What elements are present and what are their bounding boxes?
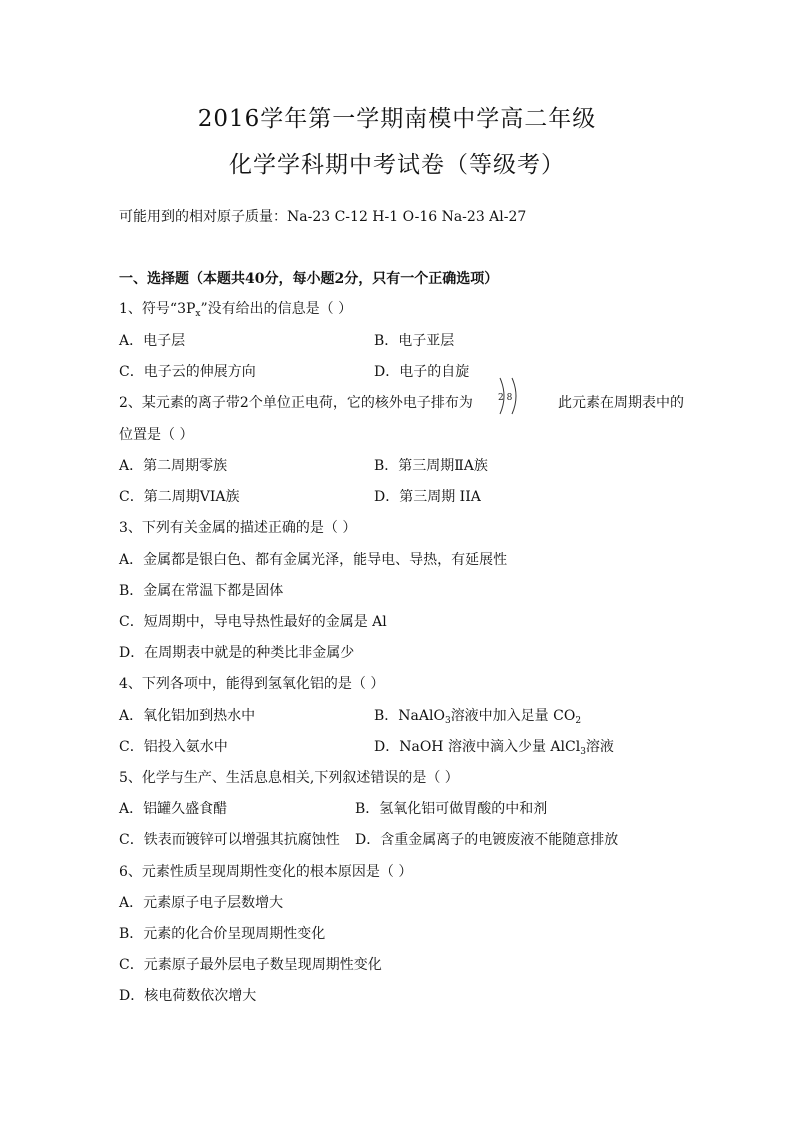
- question-2-stem-b: 此元素在周期表中的: [558, 395, 684, 411]
- question-4-option-a: A．氧化铝加到热水中: [119, 708, 256, 724]
- question-4-option-d: D．NaOH 溶液中滴入少量 AlCl$_3$溶液: [374, 739, 614, 757]
- question-6-stem: 6、元素性质呈现周期性变化的根本原因是（ ）: [119, 864, 413, 880]
- question-5-option-b: B．氢氧化铝可做胃酸的中和剂: [355, 801, 548, 817]
- question-5-option-d: D．含重金属离子的电镀废液不能随意排放: [355, 832, 619, 848]
- question-2-option-a: A．第二周期零族: [119, 458, 228, 474]
- question-1-option-c: C．电子云的伸展方向: [119, 364, 256, 380]
- question-1-option-d: D．电子的自旋: [374, 364, 470, 380]
- question-1-stem: 1、符号“$3P_x$”没有给出的信息是（ ）: [119, 301, 353, 319]
- electron-shell-diagram: [494, 374, 528, 418]
- question-5-stem: 5、化学与生产、生活息息相关,下列叙述错误的是（ ）: [119, 770, 459, 786]
- question-4-option-b: B．NaAlO$_3$溶液中加入足量 $CO_2$: [374, 708, 582, 726]
- question-3-stem: 3、下列有关金属的描述正确的是（ ）: [119, 520, 357, 536]
- question-2-stem-a: 2、某元素的离子带2个单位正电荷，它的核外电子排布为: [119, 395, 473, 411]
- question-4-stem: 4、下列各项中，能得到氢氧化铝的是（ ）: [119, 676, 385, 692]
- atomic-masses: 可能用到的相对原子质量：Na-23 C-12 H-1 O-16 Na-23 Al-27: [119, 209, 527, 225]
- exam-title-line2: 化学学科期中考试卷（等级考）: [229, 152, 565, 178]
- question-5-option-a: A．铝罐久盛食醋: [119, 801, 228, 817]
- question-1-option-a: A．电子层: [119, 333, 186, 349]
- question-6-option-c: C．元素原子最外层电子数呈现周期性变化: [119, 957, 382, 973]
- question-2-stem-c: 位置是（ ）: [119, 427, 194, 443]
- question-2-option-b: B．第三周期ⅡA族: [374, 458, 488, 474]
- question-3-option-d: D．在周期表中就是的种类比非金属少: [119, 645, 355, 661]
- question-6-option-a: A．元素原子电子层数增大: [119, 895, 284, 911]
- question-6-option-b: B．元素的化合价呈现周期性变化: [119, 926, 326, 942]
- question-4-option-c: C．铝投入氨水中: [119, 739, 228, 755]
- question-6-option-d: D．核电荷数依次增大: [119, 988, 257, 1004]
- question-5-option-c: C．铁表而镀锌可以增强其抗腐蚀性: [119, 832, 340, 848]
- electron-shell-label: 2 8: [498, 393, 513, 403]
- question-2-option-c: C．第二周期VIA族: [119, 489, 240, 505]
- question-3-option-a: A．金属都是银白色、都有金属光泽，能导电、导热，有延展性: [119, 552, 508, 568]
- exam-title-line1: 2016学年第一学期南模中学高二年级: [197, 106, 597, 132]
- question-2-option-d: D．第三周期 IIA: [374, 489, 481, 505]
- question-3-option-b: B．金属在常温下都是固体: [119, 583, 284, 599]
- question-3-option-c: C．短周期中，导电导热性最好的金属是 Al: [119, 614, 387, 630]
- question-1-option-b: B．电子亚层: [374, 333, 455, 349]
- section-heading: 一、选择题（本题共40分，每小题2分，只有一个正确选项）: [119, 271, 499, 287]
